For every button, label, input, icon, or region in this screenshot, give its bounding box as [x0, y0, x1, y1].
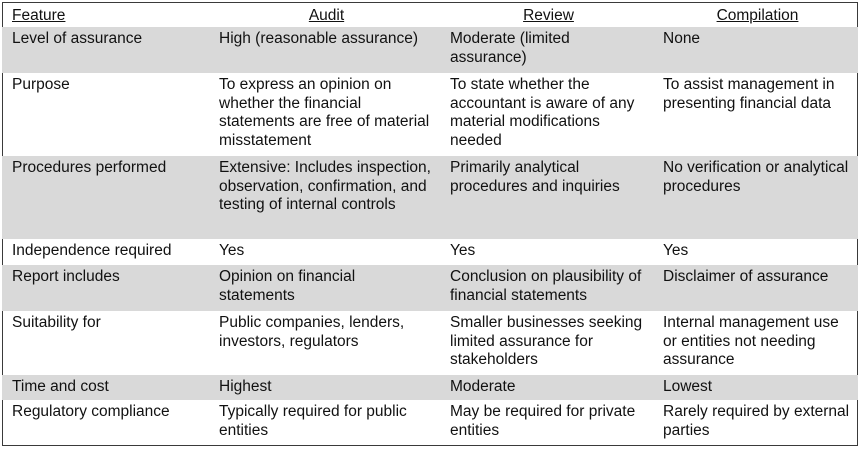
cell-feature: Time and cost	[2, 375, 209, 400]
cell-compilation: Yes	[663, 242, 689, 259]
table-row	[2, 73, 858, 156]
cell-feature: Level of assurance	[2, 27, 209, 73]
cell-audit: Opinion on financial statements	[209, 265, 440, 311]
cell-feature: Regulatory compliance	[12, 403, 170, 420]
cell-audit: Yes	[219, 242, 245, 259]
cell-compilation: No verification or analytical procedures	[653, 156, 858, 239]
header-feature	[2, 2, 209, 27]
cell-review: To state whether the accountant is aware of any material modifications needed	[450, 76, 635, 149]
table-body	[2, 27, 858, 446]
cell-compilation: Lowest	[653, 375, 858, 400]
cell-compilation: Disclaimer of assurance	[653, 265, 858, 311]
cell-audit: Highest	[209, 375, 440, 400]
table-row	[2, 375, 858, 400]
cell-review: May be required for private entities	[450, 403, 636, 439]
cell-review: Moderate	[440, 375, 653, 400]
header-compilation	[653, 2, 858, 27]
cell-feature: Purpose	[12, 76, 70, 93]
cell-review: Conclusion on plausibility of financial statements	[440, 265, 653, 311]
comparison-table	[2, 2, 858, 446]
cell-compilation: None	[653, 27, 858, 73]
cell-feature: Report includes	[2, 265, 209, 311]
table-row	[2, 265, 858, 311]
header-audit-label: Audit	[308, 7, 345, 24]
cell-compilation: Rarely required by external parties	[663, 403, 850, 439]
header-feature-label: Feature	[12, 7, 66, 24]
comparison-table-frame	[2, 2, 858, 446]
cell-compilation: Internal management use or entities not needing assurance	[663, 314, 839, 368]
table-header	[2, 2, 858, 27]
cell-feature: Independence required	[12, 242, 172, 259]
cell-review: Smaller businesses seeking limited assurance for stakeholders	[450, 314, 643, 368]
cell-review: Yes	[450, 242, 476, 259]
header-audit	[209, 2, 440, 27]
cell-audit: Typically required for public entities	[219, 403, 407, 439]
cell-audit: High (reasonable assurance)	[209, 27, 440, 73]
cell-audit: To express an opinion on whether the financial statements are free of material misstatement	[219, 76, 430, 149]
header-row	[2, 2, 858, 27]
cell-review: Moderate (limited assurance)	[440, 27, 653, 73]
table-row	[2, 311, 858, 375]
header-compilation-label: Compilation	[716, 7, 799, 24]
cell-compilation: To assist management in presenting financial data	[663, 76, 835, 112]
table-row	[2, 400, 858, 446]
cell-feature: Procedures performed	[2, 156, 209, 239]
cell-review: Primarily analytical procedures and inquiries	[440, 156, 653, 239]
table-row	[2, 156, 858, 239]
cell-feature: Suitability for	[12, 314, 101, 331]
table-row	[2, 27, 858, 73]
cell-audit: Public companies, lenders, investors, regulators	[219, 314, 405, 350]
cell-audit: Extensive: Includes inspection, observation, confirmation, and testing of internal controls	[209, 156, 440, 239]
table-row	[2, 239, 858, 265]
header-review-label: Review	[523, 7, 574, 24]
header-review	[440, 2, 653, 27]
